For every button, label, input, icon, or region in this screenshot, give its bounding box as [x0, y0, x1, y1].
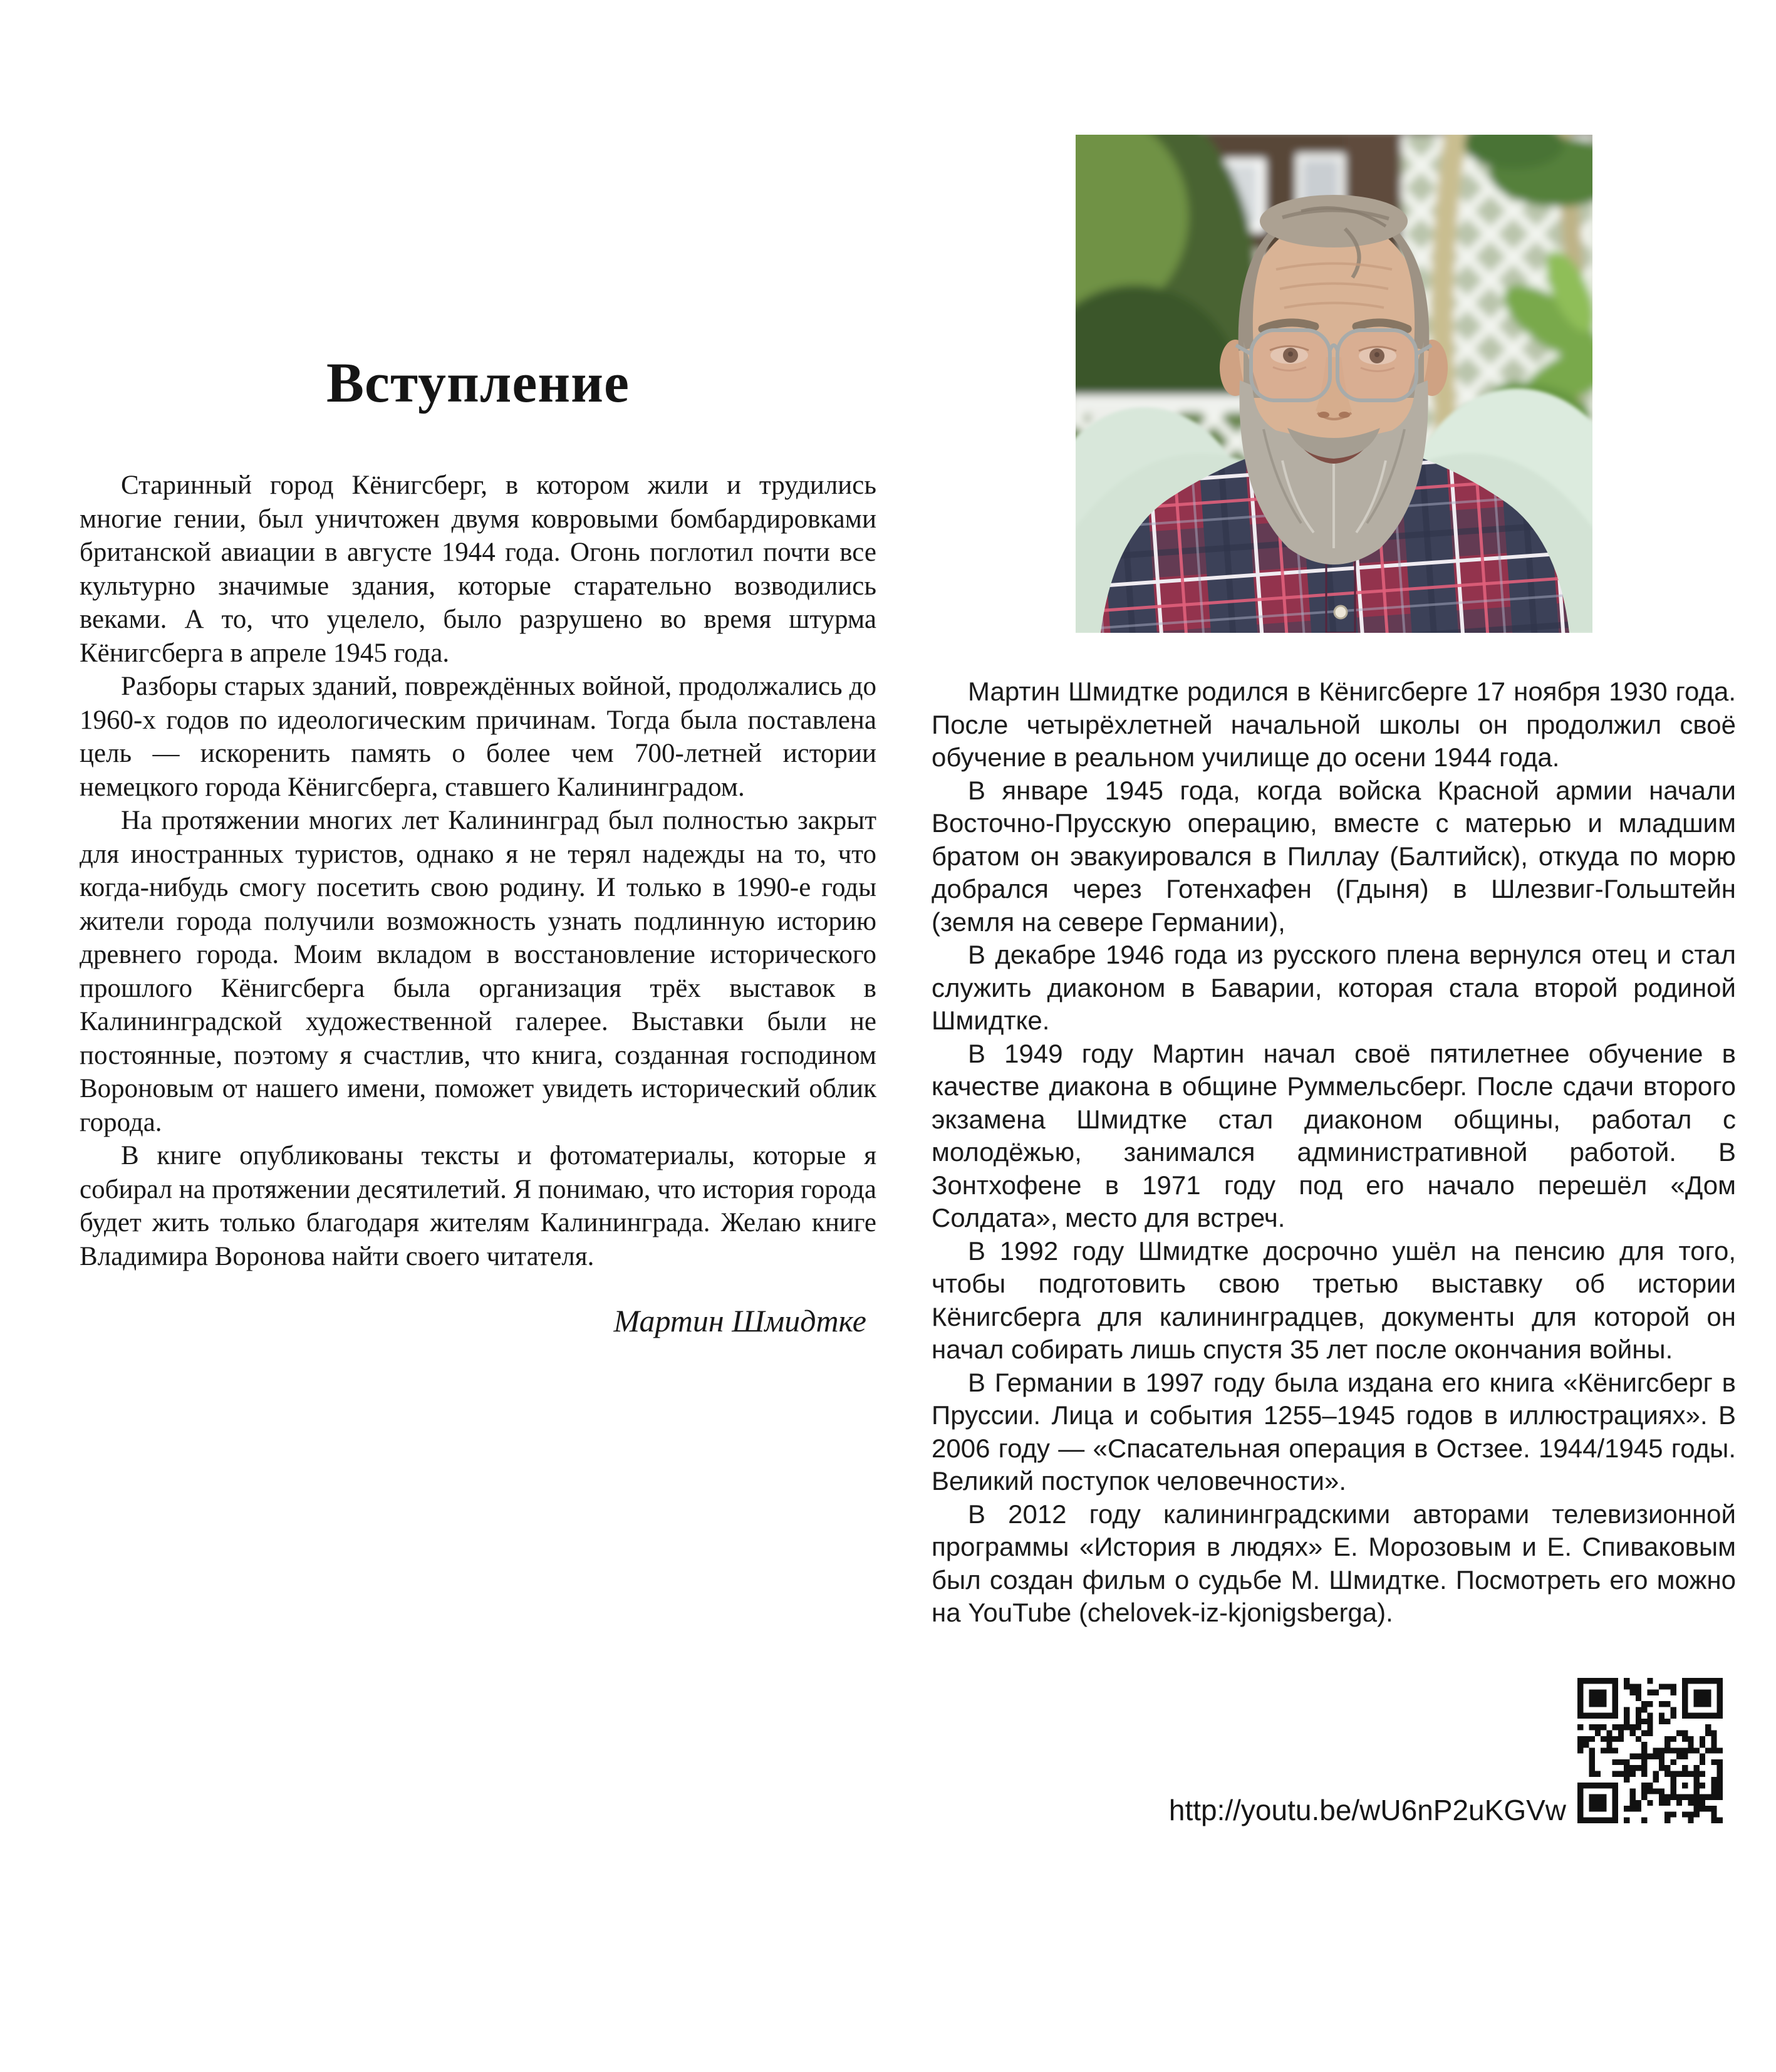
page-title: Вступление [326, 352, 630, 414]
author-signature: Мартин Шмидтке [613, 1303, 866, 1338]
bio-paragraph: В декабре 1946 года из русского плена вернулся отец и стал служить диаконом в Баварии, которая стала второй родиной Шмидтке. [932, 940, 1736, 1035]
portrait-photo [1076, 135, 1592, 633]
bio-paragraph: В 2012 году калининградскими авторами телевизионной программы «История в людях» Е. Морозовым и Е. Спиваковым был создан фильм о судьбе М. Шмидтке. Посмотреть его можно на YouTube (chelovek-iz-kjonigsberga). [932, 1499, 1736, 1627]
bio-paragraph: В Германии в 1997 году была издана его книга «Кёнигсберг в Пруссии. Лица и события 1255–1945 годов в иллюстрациях». В 2006 году — «Спасательная операция в Остзее. 1944/1945 годы. Великий поступок человечности». [932, 1367, 1736, 1496]
intro-paragraph: В книге опубликованы тексты и фотоматериалы, которые я собирал на протяжении десятилетий. Я понимаю, что история города будет жить только благодаря жителям Калининграда. Желаю книге Владимира Воронова найти своего читателя. [80, 1141, 876, 1271]
biography-column [932, 135, 1736, 1630]
intro-paragraph: На протяжении многих лет Калининград был полностью закрыт для иностранных туристов, однако я не терял надежды на то, что когда-нибудь смогу посетить свою родину. И только в 1990-е годы жители города получили возможность узнать подлинную историю древнего города. Моим вкладом в восстановление исторического прошлого Кёнигсберга была организация трёх выставок в Калининградской художественной галерее. Выставки были не постоянные, поэтому я счастлив, что книга, созданная господином Вороновым от нашего имени, поможет увидеть исторический облик города. [80, 806, 876, 1137]
bio-paragraph: Мартин Шмидтке родился в Кёнигсберге 17 ноября 1930 года. После четырёхлетней начальной школы он продолжил своё обучение в реальном училище до осени 1944 года. [932, 677, 1736, 772]
video-url: http://youtu.be/wU6nP2uKGVw [1168, 1794, 1566, 1826]
bio-paragraph: В 1949 году Мартин начал своё пятилетнее обучение в качестве диакона в общине Руммельсберг. После сдачи второго экзамена Шмидтке стал диаконом общины, работал с молодёжью, занимался административной работой. В Зонтхофене в 1971 году под его начало перешёл «Дом Солдата», место для встреч. [932, 1038, 1736, 1232]
intro-paragraph: Старинный город Кёнигсберг, в котором жили и трудились многие гении, был уничтожен двумя ковровыми бомбардировками британской авиации в августе 1944 года. Огонь поглотил почти все культурно значимые здания, которые старательно возводились веками. А то, что уцелело, было разрушено во время штурма Кёнигсберга в апреле 1945 года. [80, 471, 876, 668]
intro-paragraph: Разборы старых зданий, повреждённых войной, продолжались до 1960-х годов по идеологическим причинам. Тогда была поставлена цель — искоренить память о более чем 700-летней истории немецкого города Кёнигсберга, ставшего Калининградом. [80, 672, 876, 802]
intro-text-column [80, 469, 876, 1338]
bio-paragraph: В январе 1945 года, когда войска Красной армии начали Восточно-Прусскую операцию, вместе с матерью и младшим братом он эвакуировался в Пиллау (Балтийск), откуда по морю добрался через Готенхафен (Гдыня) в Шлезвиг-Гольштейн (земля на севере Германии), [932, 775, 1736, 937]
qr-code-icon [1577, 1678, 1723, 1823]
bio-paragraph: В 1992 году Шмидтке досрочно ушёл на пенсию для того, чтобы подготовить свою третью выставку об истории Кёнигсберга для калининградцев, документы для которой он начал собирать лишь спустя 35 лет после окончания войны. [932, 1236, 1736, 1364]
